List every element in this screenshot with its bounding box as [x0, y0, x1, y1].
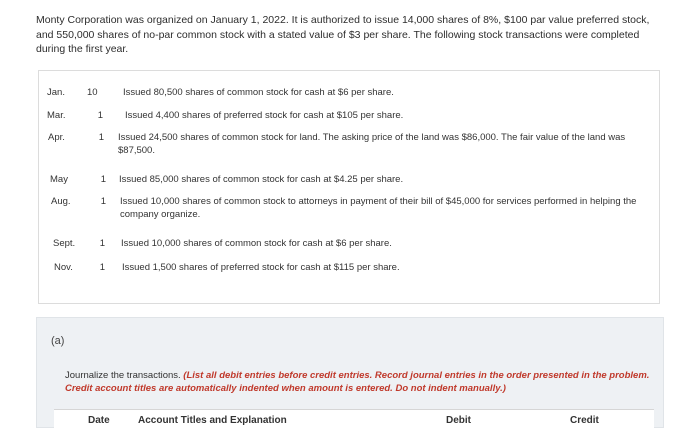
- part-a-instructions: [65, 369, 655, 395]
- transaction-desc: Issued 4,400 shares of preferred stock for cash at $105 per share.: [125, 110, 404, 121]
- transaction-row: [48, 132, 648, 160]
- column-credit: Credit: [570, 415, 599, 426]
- column-date: Date: [88, 415, 110, 426]
- transaction-month: Apr.: [48, 132, 65, 143]
- transaction-month: Sept.: [53, 238, 76, 249]
- transaction-desc: Issued 85,000 shares of common stock for cash at $4.25 per share.: [119, 174, 404, 185]
- transaction-desc: Issued 1,500 shares of preferred stock for cash at $115 per share.: [122, 262, 400, 273]
- transaction-month: May: [50, 174, 68, 185]
- transaction-month: Aug.: [51, 196, 71, 207]
- transaction-day: 1: [100, 196, 106, 207]
- transaction-day: 1: [97, 110, 103, 121]
- transaction-day: 1: [100, 174, 106, 185]
- journal-table-header: [54, 409, 654, 428]
- part-a-label: (a): [51, 335, 65, 347]
- transaction-row: [47, 110, 647, 124]
- transaction-day: 1: [99, 238, 105, 249]
- transaction-desc: Issued 10,000 shares of common stock for cash at $6 per share.: [121, 238, 392, 249]
- transaction-desc: Issued 80,500 shares of common stock for cash at $6 per share.: [123, 87, 394, 98]
- column-debit: Debit: [446, 415, 471, 426]
- transactions-box: [38, 70, 660, 304]
- transaction-day: 10: [87, 87, 98, 98]
- transaction-row: [47, 87, 647, 101]
- transaction-month: Mar.: [47, 110, 66, 121]
- problem-intro: Monty Corporation was organized on January 1, 2022. It is authorized to issue 14,000 shares of 8%, $100 par value preferred stock, and 550,000 shares of no-par common stock with a stated value of $3 per share. The following stock transactions were completed during the first year.: [36, 14, 650, 55]
- transaction-row: [54, 262, 654, 276]
- transaction-day: 1: [98, 132, 104, 143]
- column-account-titles: Account Titles and Explanation: [138, 415, 287, 426]
- transaction-desc: Issued 10,000 shares of common stock to attorneys in payment of their bill of $45,000 for services performed in helping the company organize.: [120, 196, 637, 220]
- transaction-row: [53, 238, 653, 252]
- transaction-month: Jan.: [47, 87, 65, 98]
- instruction-text: Journalize the transactions.: [65, 370, 184, 381]
- transaction-desc: Issued 24,500 shares of common stock for land. The asking price of the land was $86,000. The fair value of the land was $87,500.: [118, 132, 626, 156]
- transaction-month: Nov.: [54, 262, 73, 273]
- instruction-note: (List all debit entries before credit entries. Record journal entries in the order presented in the problem. Credit account titles are automatically indented when amount is entered. Do not indent manually.): [65, 370, 650, 394]
- transaction-row: [51, 196, 651, 224]
- transaction-day: 1: [99, 262, 105, 273]
- transaction-row: [50, 174, 650, 188]
